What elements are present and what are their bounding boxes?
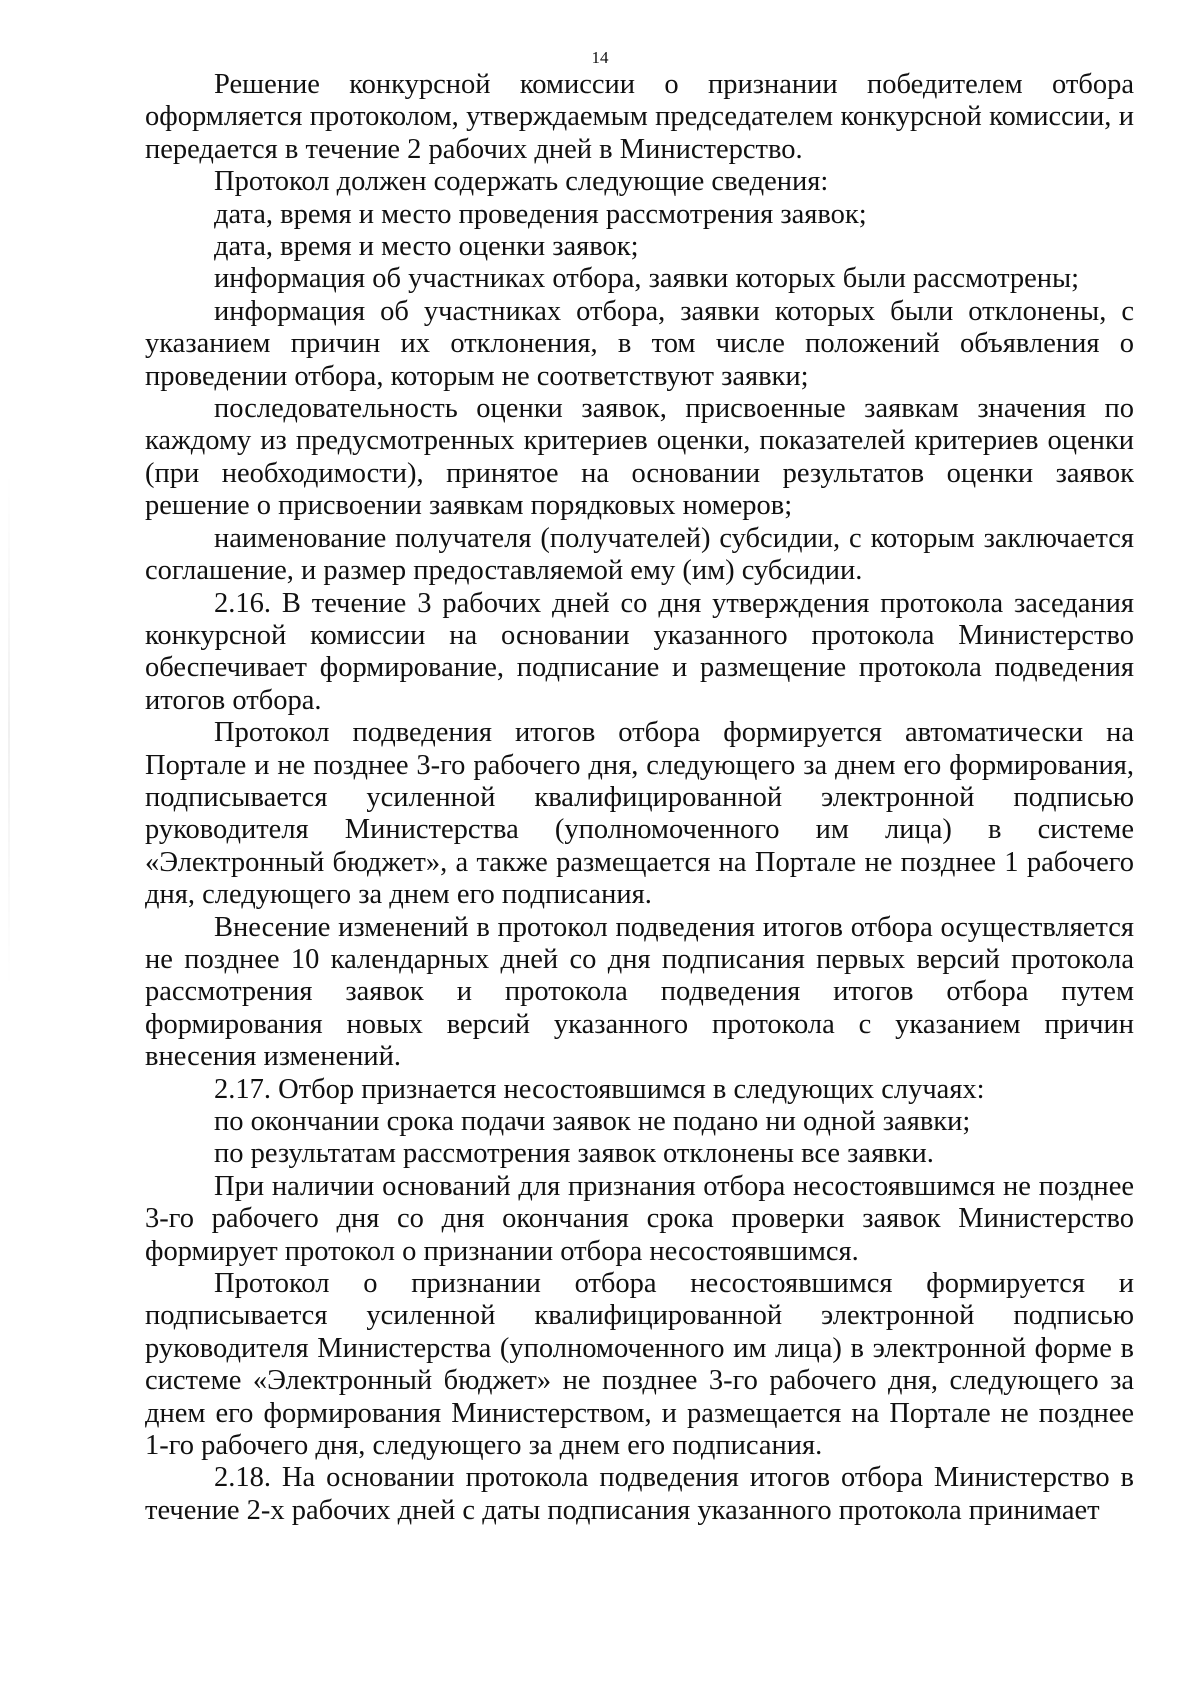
document-body — [145, 69, 1134, 1527]
section-2-17: 2.17. Отбор признается несостоявшимся в следующих случаях: — [214, 1073, 985, 1105]
paragraph: При наличии оснований для признания отбора несостоявшимся не позднее 3-го рабочего дня со дня окончания срока проверки заявок Министерство формирует протокол о признании отбора несостоявшимся. — [145, 1170, 1134, 1267]
paragraph: Протокол о признании отбора несостоявшимся формируется и подписывается усиленной квалифицированной электронной подписью руководителя Министерства (уполномоченного им лица) в электронной форме в системе «Электронный бюджет» не позднее 3-го рабочего дня, следующего за днем его формирования Министерством, и размещается на Портале не позднее 1-го рабочего дня, следующего за днем его подписания. — [145, 1268, 1134, 1462]
list-item: последовательность оценки заявок, присвоенные заявкам значения по каждому из предусмотренных критериев оценки, показателей критериев оценки (при необходимости), принятое на основании результатов оценки заявок решение о присвоении заявкам порядковых номеров; — [145, 393, 1134, 522]
section-2-18: 2.18. На основании протокола подведения итогов отбора Министерство в течение 2-х рабочих дней с даты подписания указанного протокола принимает — [145, 1462, 1134, 1526]
scan-artifact — [8, 470, 10, 990]
paragraph: Внесение изменений в протокол подведения итогов отбора осуществляется не позднее 10 календарных дней со дня подписания первых версий протокола рассмотрения заявок и протокола подведения итогов отбора путем формирования новых версий указанного протокола с указанием причин внесения изменений. — [145, 911, 1134, 1073]
list-item: наименование получателя (получателей) субсидии, с которым заключается соглашение, и размер предоставляемой ему (им) субсидии. — [145, 522, 1134, 587]
paragraph: Протокол подведения итогов отбора формируется автоматически на Портале и не позднее 3-го рабочего дня, следующего за днем его формирования, подписывается усиленной квалифицированной электронной подписью руководителя Министерства (уполномоченного им лица) в системе «Электронный бюджет», а также размещается на Портале не позднее 1 рабочего дня, следующего за днем его подписания. — [145, 717, 1134, 911]
list-item: информация об участниках отбора, заявки которых были рассмотрены; — [214, 263, 1080, 295]
list-item: дата, время и место оценки заявок; — [214, 231, 639, 263]
paragraph: Решение конкурсной комиссии о признании победителем отбора оформляется протоколом, утверждаемым председателем конкурсной комиссии, и передается в течение 2 рабочих дней в Министерство. — [145, 69, 1134, 165]
list-item: по результатам рассмотрения заявок отклонены все заявки. — [214, 1138, 934, 1170]
list-item: по окончании срока подачи заявок не подано ни одной заявки; — [214, 1106, 971, 1137]
page-number: 14 — [591, 48, 609, 67]
section-2-16: 2.16. В течение 3 рабочих дней со дня утверждения протокола заседания конкурсной комиссии на основании указанного протокола Министерство обеспечивает формирование, подписание и размещение протокола подведения итогов отбора. — [145, 587, 1134, 716]
list-item: дата, время и место проведения рассмотрения заявок; — [214, 198, 867, 230]
paragraph: Протокол должен содержать следующие сведения: — [214, 166, 829, 198]
list-item: информация об участниках отбора, заявки которых были отклонены, с указанием причин их отклонения, в том числе положений объявления о проведении отбора, которым не соответствуют заявки; — [145, 295, 1134, 392]
